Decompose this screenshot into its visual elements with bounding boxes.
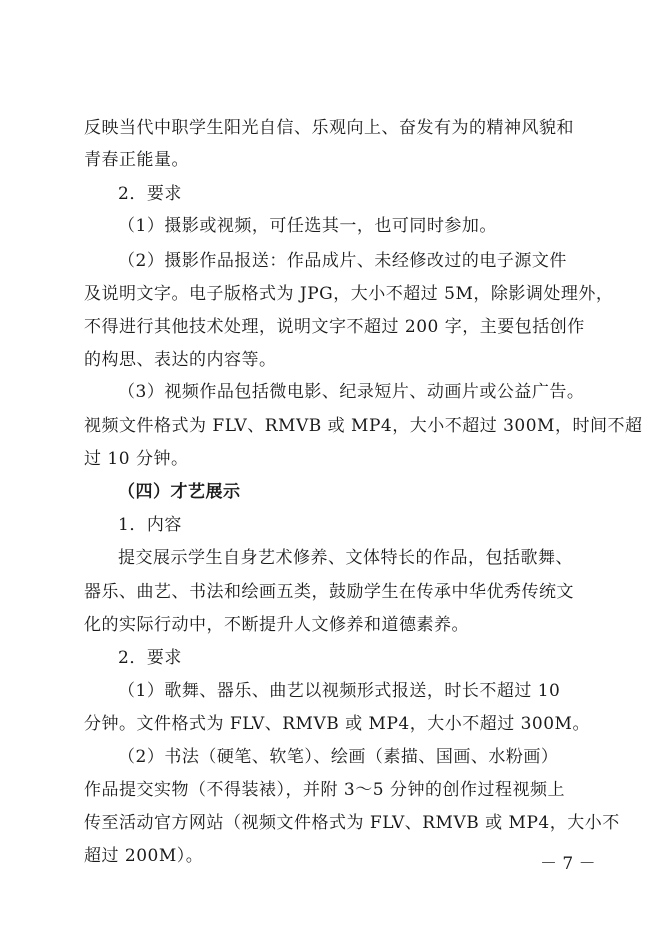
text-line: 器乐、曲艺、书法和绘画五类，鼓励学生在传承中华优秀传统文	[84, 582, 574, 602]
section-heading: 2．要求	[118, 648, 182, 668]
text-line: （3）视频作品包括微电影、纪录短片、动画片或公益广告。	[118, 382, 585, 402]
text-line: 不得进行其他技术处理，说明文字不超过 200 字，主要包括创作	[84, 317, 585, 337]
text-line: 视频文件格式为 FLV、RMVB 或 MP4，大小不超过 300M，时间不超	[84, 416, 643, 436]
text-line: 作品提交实物（不得装裱），并附 3～5 分钟的创作过程视频上	[84, 780, 565, 800]
text-line: 的构思、表达的内容等。	[84, 350, 277, 370]
text-line: 超过 200M）。	[84, 846, 204, 866]
text-line: 化的实际行动中，不断提升人文修养和道德素养。	[84, 615, 469, 635]
section-heading: 2．要求	[118, 184, 182, 204]
text-line: （1）歌舞、器乐、曲艺以视频形式报送，时长不超过 10	[118, 681, 561, 701]
section-heading: （四）才艺展示	[118, 482, 241, 502]
text-line: 青春正能量。	[84, 150, 189, 170]
text-line: 传至活动官方网站（视频文件格式为 FLV、RMVB 或 MP4，大小不	[84, 813, 620, 833]
page-number: － 7 －	[540, 854, 596, 874]
text-line: 及说明文字。电子版格式为 JPG，大小不超过 5M，除影调处理外，	[84, 284, 614, 304]
text-line: 分钟。文件格式为 FLV、RMVB 或 MP4，大小不超过 300M。	[84, 714, 590, 734]
text-line: （2）书法（硬笔、软笔）、绘画（素描、国画、水粉画）	[118, 747, 559, 767]
text-line: 反映当代中职学生阳光自信、乐观向上、奋发有为的精神风貌和	[84, 118, 574, 138]
text-line: （1）摄影或视频，可任选其一，也可同时参加。	[118, 216, 497, 236]
text-line: （2）摄影作品报送：作品成片、未经修改过的电子源文件	[118, 251, 567, 271]
text-line: 过 10 分钟。	[84, 449, 189, 469]
text-line: 提交展示学生自身艺术修养、文体特长的作品，包括歌舞、	[118, 548, 573, 568]
section-heading: 1．内容	[118, 515, 182, 535]
